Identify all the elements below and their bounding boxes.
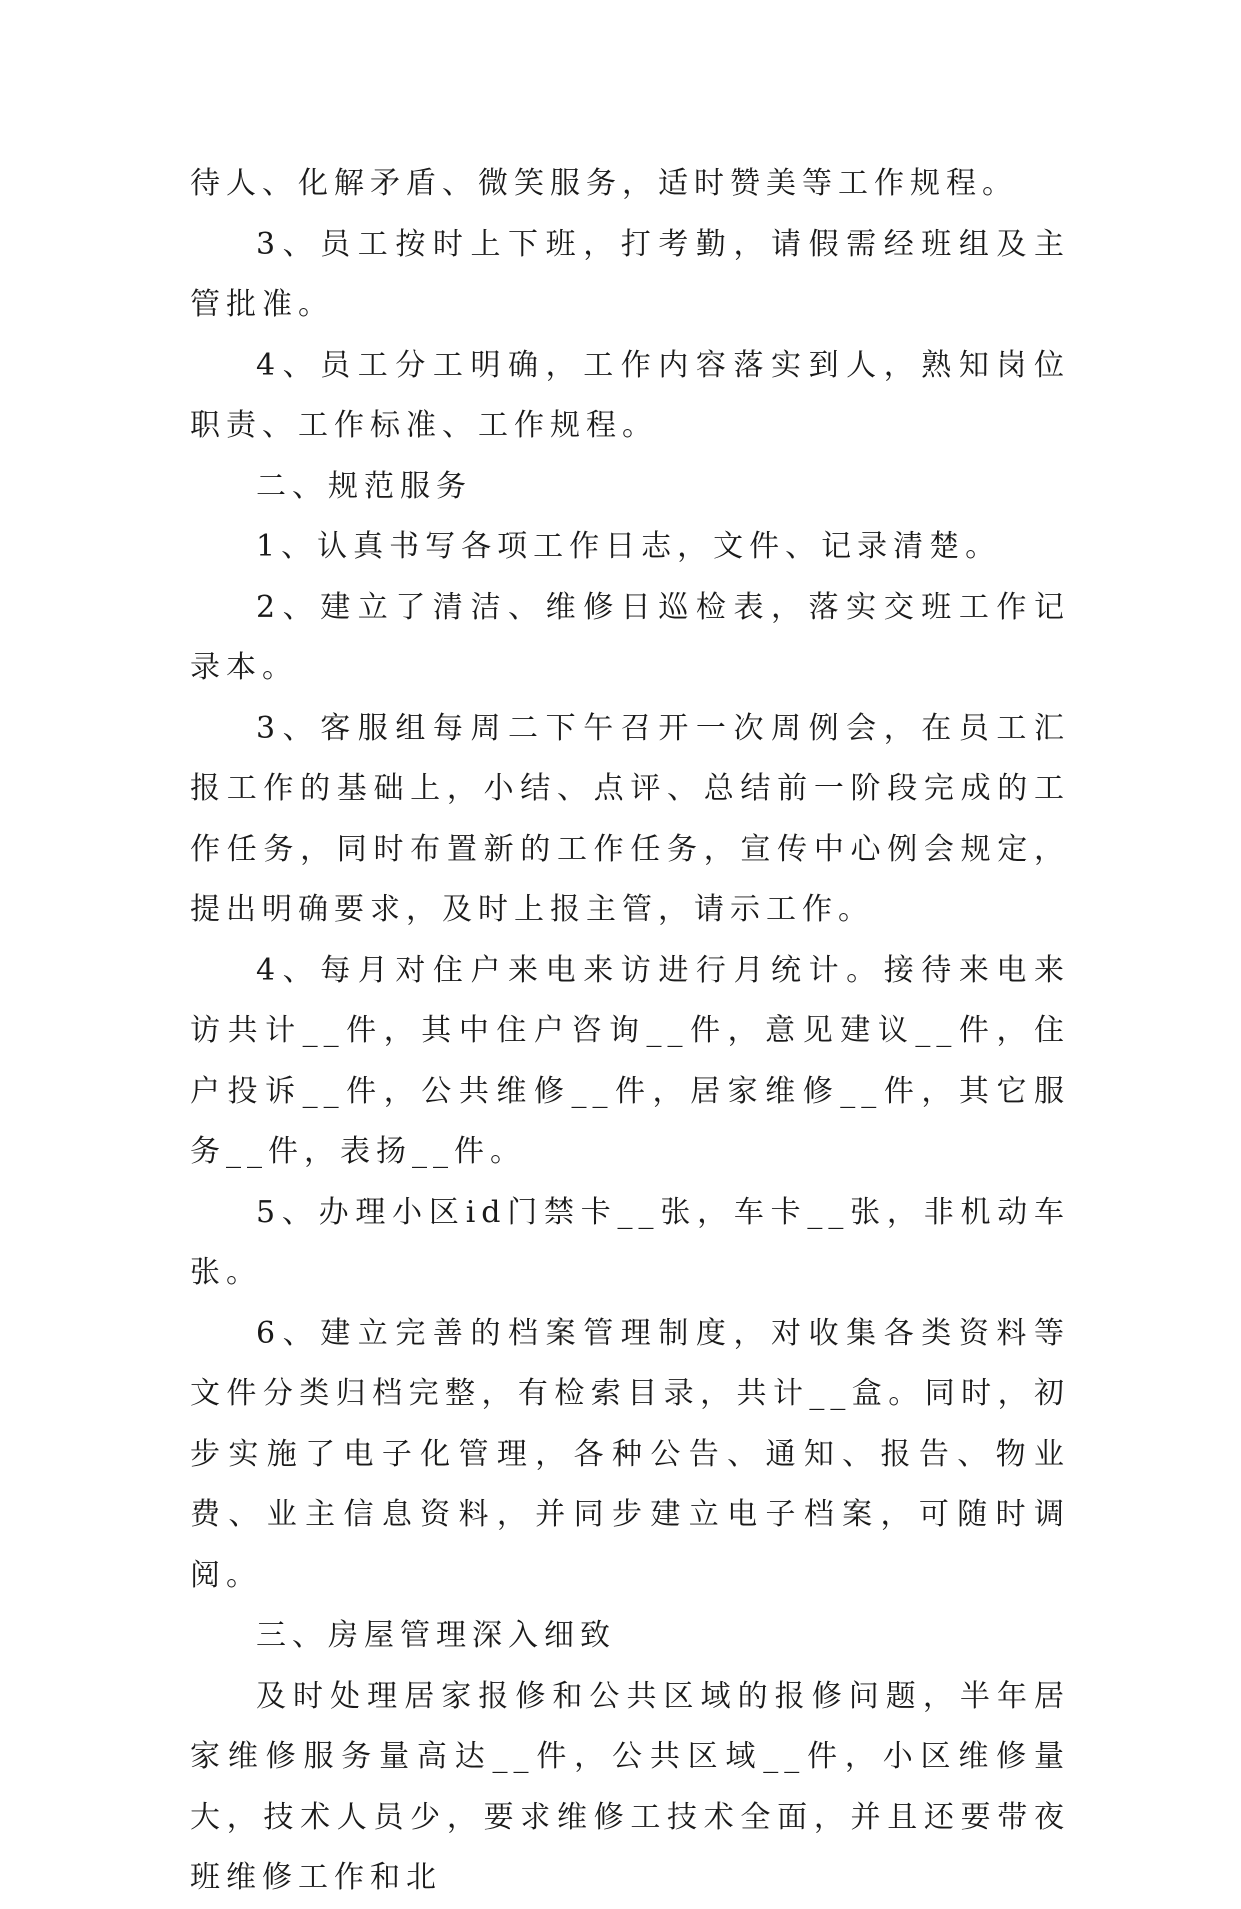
paragraph-item-6-archive-management: 6、建立完善的档案管理制度，对收集各类资料等文件分类归档完整，有检索目录，共计__盒。同时，初步实施了电子化管理，各种公告、通知、报告、物业费、业主信息资料，并同步建立电子档案，可随时调阅。 (190, 1315, 1070, 1593)
document-body (190, 154, 1070, 1909)
paragraph-item-4-division-of-labor: 4、员工分工明确，工作内容落实到人，熟知岗位职责、工作标准、工作规程。 (190, 347, 1070, 443)
paragraph-item-3-attendance: 3、员工按时上下班，打考勤，请假需经班组及主管批准。 (190, 226, 1070, 322)
paragraph-item-5-access-cards: 5、办理小区id门禁卡__张，车卡__张，非机动车张。 (190, 1194, 1070, 1290)
paragraph-item-3-weekly-meeting: 3、客服组每周二下午召开一次周例会，在员工汇报工作的基础上，小结、点评、总结前一阶段完成的工作任务，同时布置新的工作任务，宣传中心例会规定，提出明确要求，及时上报主管，请示工作。 (190, 710, 1070, 927)
paragraph-repair-handling: 及时处理居家报修和公共区域的报修问题，半年居家维修服务量高达__件，公共区域__件，小区维修量大，技术人员少，要求维修工技术全面，并且还要带夜班维修工作和北 (190, 1678, 1070, 1895)
paragraph-continuation: 待人、化解矛盾、微笑服务，适时赞美等工作规程。 (190, 166, 1018, 201)
paragraph-item-1-work-log: 1、认真书写各项工作日志，文件、记录清楚。 (256, 529, 1002, 564)
paragraph-item-2-inspection: 2、建立了清洁、维修日巡检表，落实交班工作记录本。 (190, 589, 1070, 685)
section-heading-housing-management: 三、房屋管理深入细致 (256, 1618, 616, 1653)
paragraph-item-4-monthly-statistics: 4、每月对住户来电来访进行月统计。接待来电来访共计__件，其中住户咨询__件，意见建议__件，住户投诉__件，公共维修__件，居家维修__件，其它服务__件，表扬__件。 (190, 952, 1070, 1169)
section-heading-standard-service: 二、规范服务 (256, 468, 472, 504)
